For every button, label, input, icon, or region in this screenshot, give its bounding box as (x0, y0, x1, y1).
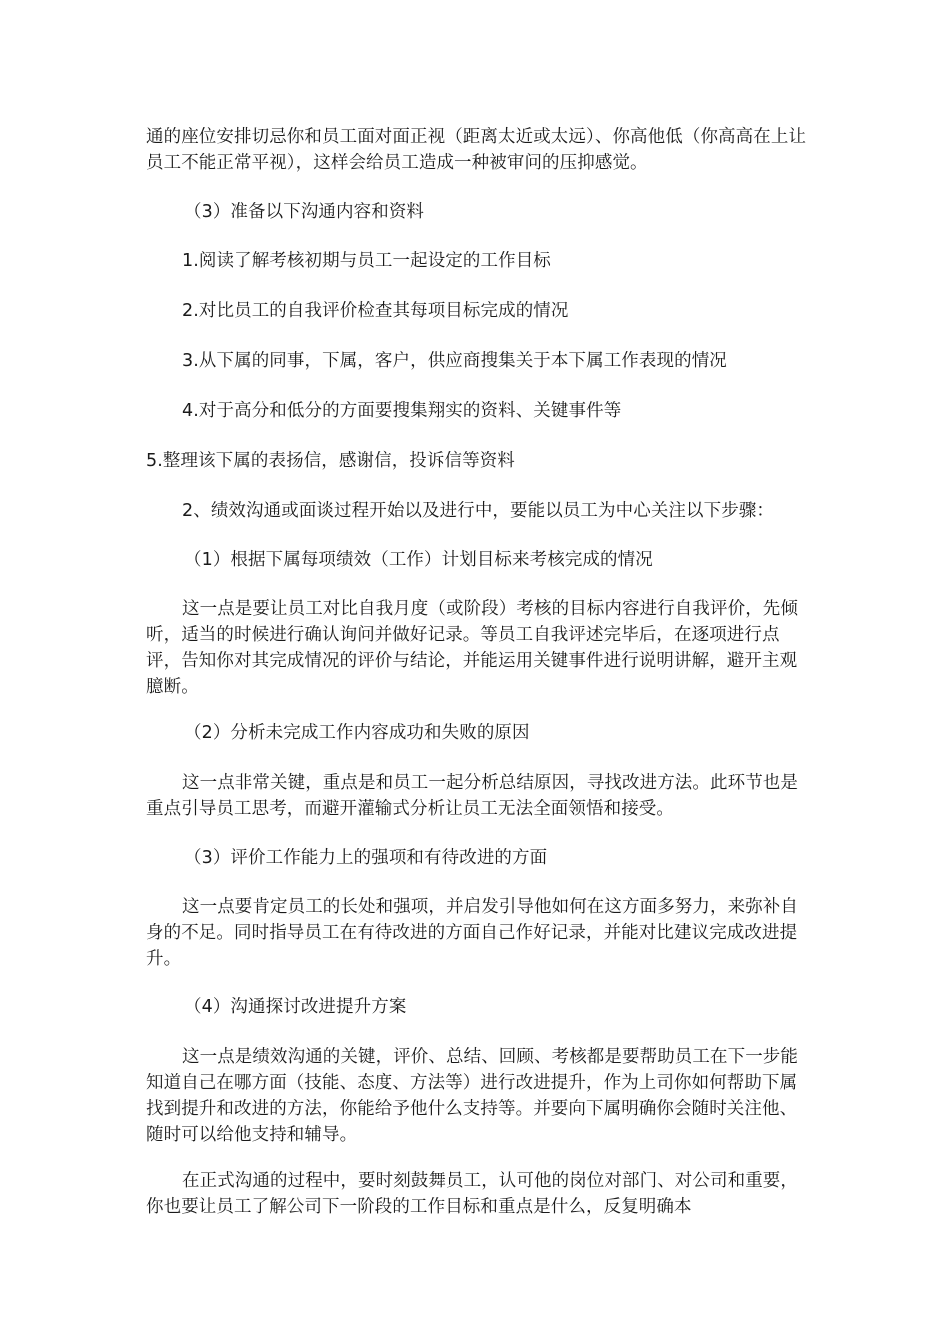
step-3-heading: （3）评价工作能力上的强项和有待改进的方面 (184, 848, 548, 868)
list-item-3: 3.从下属的同事，下属，客户，供应商搜集关于本下属工作表现的情况 (182, 351, 727, 371)
step-1-heading: （1）根据下属每项绩效（工作）计划目标来考核完成的情况 (184, 550, 653, 570)
list-item-5: 5.整理该下属的表扬信，感谢信，投诉信等资料 (146, 451, 515, 471)
list-item-4: 4.对于高分和低分的方面要搜集翔实的资料、关键事件等 (182, 401, 622, 421)
step-2-body: 这一点非常关键，重点是和员工一起分析总结原因，寻找改进方法。此环节也是重点引导员工思考，而避开灌输式分析让员工无法全面领悟和接受。 (146, 773, 798, 819)
step-1-body: 这一点是要让员工对比自我月度（或阶段）考核的目标内容进行自我评价，先倾听，适当的时候进行确认询问并做好记录。等员工自我评述完毕后，在逐项进行点评，告知你对其完成情况的评价与结论，并能运用关键事件进行说明讲解，避开主观臆断。 (146, 599, 798, 697)
heading-prepare-materials: （3）准备以下沟通内容和资料 (184, 202, 425, 222)
closing-paragraph: 在正式沟通的过程中，要时刻鼓舞员工，认可他的岗位对部门、对公司和重要，你也要让员工了解公司下一阶段的工作目标和重点是什么，反复明确本 (146, 1171, 798, 1217)
section-heading-2: 2、绩效沟通或面谈过程开始以及进行中，要能以员工为中心关注以下步骤： (182, 501, 775, 521)
list-item-1: 1.阅读了解考核初期与员工一起设定的工作目标 (182, 251, 551, 271)
paragraph-seating: 通的座位安排切忌你和员工面对面正视（距离太近或太远）、你高他低（你高高在上让员工不能正常平视），这样会给员工造成一种被审问的压抑感觉。 (146, 127, 807, 173)
step-2-heading: （2）分析未完成工作内容成功和失败的原因 (184, 723, 530, 743)
step-4-body: 这一点是绩效沟通的关键，评价、总结、回顾、考核都是要帮助员工在下一步能知道自己在哪方面（技能、态度、方法等）进行改进提升，作为上司你如何帮助下属找到提升和改进的方法，你能给予他什么支持等。并要向下属明确你会随时关注他、随时可以给他支持和辅导。 (146, 1047, 798, 1145)
list-item-2: 2.对比员工的自我评价检查其每项目标完成的情况 (182, 301, 569, 321)
step-4-heading: （4）沟通探讨改进提升方案 (184, 997, 407, 1017)
step-3-body: 这一点要肯定员工的长处和强项，并启发引导他如何在这方面多努力，来弥补自身的不足。同时指导员工在有待改进的方面自己作好记录，并能对比建议完成改进提升。 (146, 897, 798, 969)
